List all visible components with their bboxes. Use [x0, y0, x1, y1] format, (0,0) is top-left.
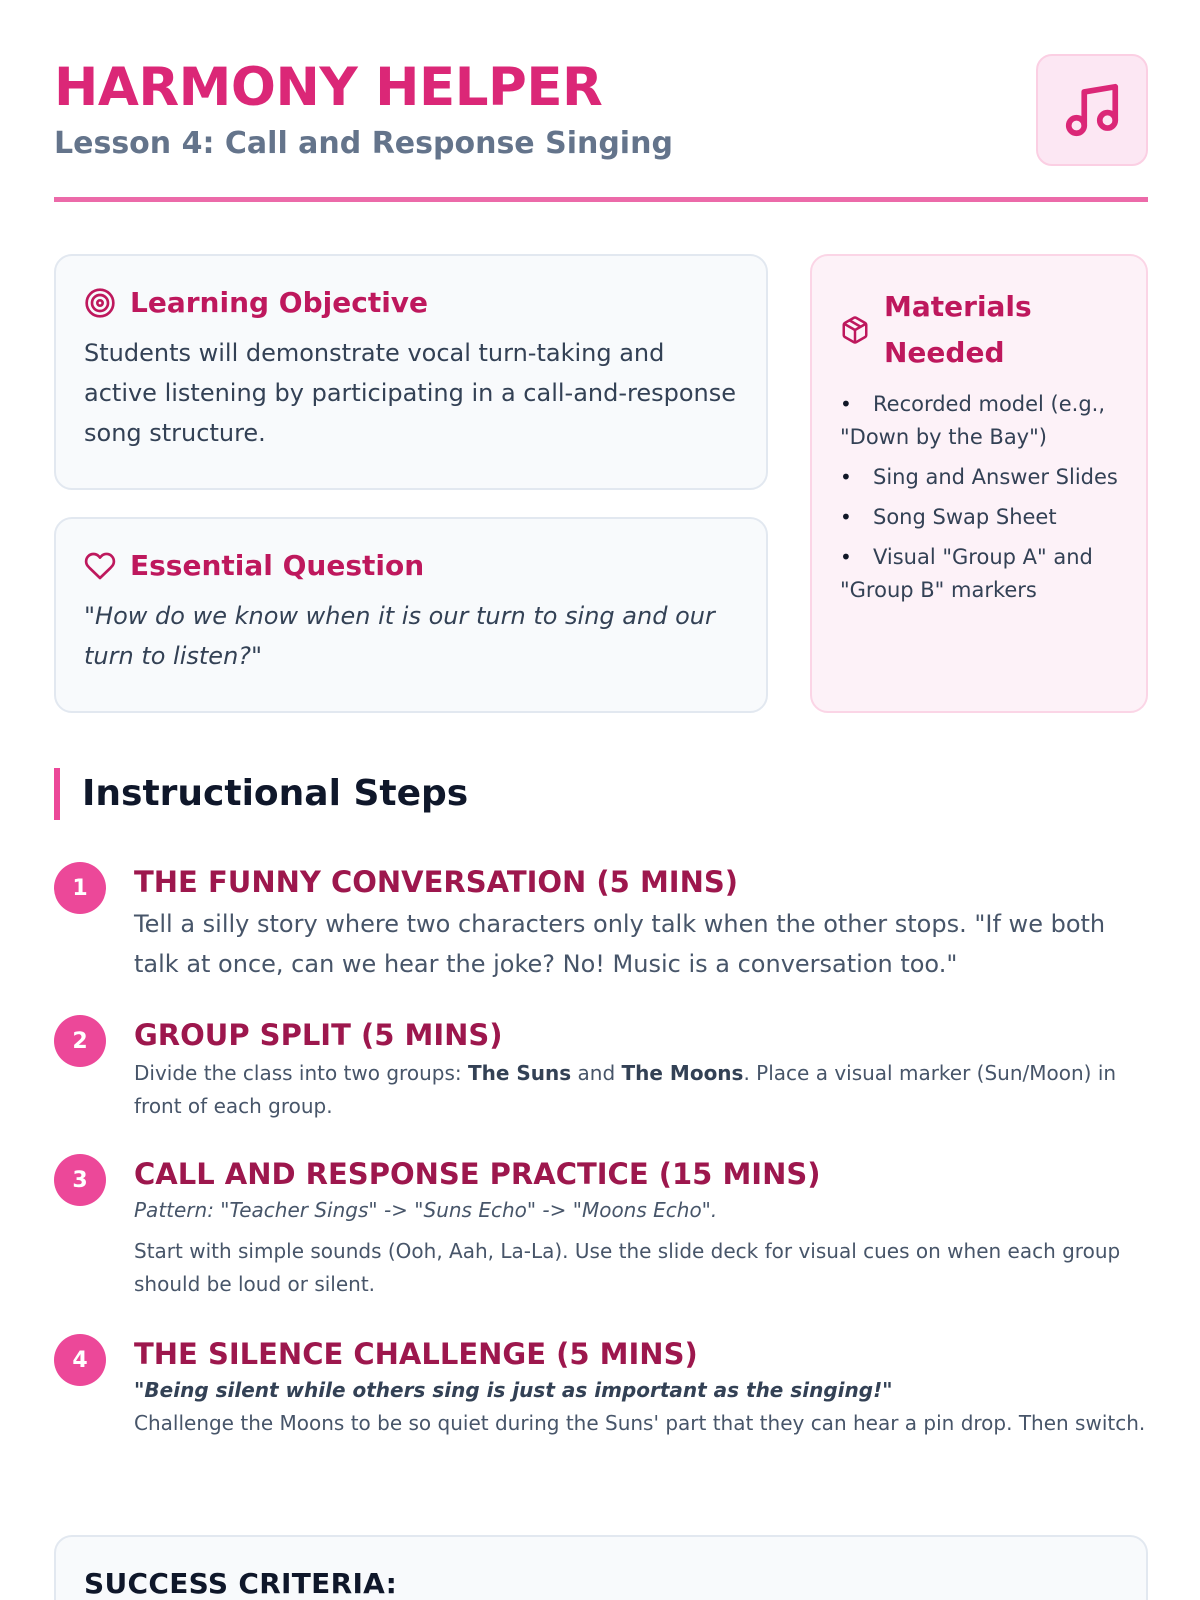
step-pattern-note: Pattern: "Teacher Sings" -> "Suns Echo" -> "Moons Echo". — [134, 1198, 718, 1222]
learning-objective-title: Learning Objective — [130, 286, 429, 319]
essential-question-text: "How do we know when it is our turn to sing and our turn to listen?" — [84, 602, 715, 670]
essential-question-card — [54, 517, 768, 713]
step-text: Divide the class into two groups: The Suns and The Moons. Place a visual marker (Sun/Moon) in front of each group. — [134, 1061, 1117, 1118]
target-icon — [84, 287, 116, 319]
success-criteria-card — [54, 1535, 1148, 1600]
music-note-icon — [1061, 79, 1123, 141]
materials-card — [810, 254, 1148, 713]
step-title: GROUP SPLIT (5 MINS) — [134, 1018, 503, 1052]
logo — [1036, 54, 1148, 166]
step-quote: "Being silent while others sing is just as important as the singing!" — [134, 1378, 893, 1402]
list-item: • Song Swap Sheet — [840, 501, 1118, 534]
step-number: 2 — [54, 1015, 106, 1067]
step-text: Start with simple sounds (Ooh, Aah, La-La). Use the slide deck for visual cues on when each group should be loud or silent. — [134, 1239, 1121, 1296]
page-header — [54, 52, 1148, 202]
step-number: 4 — [54, 1334, 106, 1386]
list-item: • Recorded model (e.g., "Down by the Bay") — [840, 388, 1118, 454]
step-title: CALL AND RESPONSE PRACTICE (15 MINS) — [134, 1157, 821, 1191]
lesson-subtitle: Lesson 4: Call and Response Singing — [54, 126, 673, 161]
heart-icon — [84, 550, 116, 582]
materials-list — [840, 388, 1118, 607]
step-title: THE SILENCE CHALLENGE (5 MINS) — [134, 1337, 698, 1371]
learning-objective-card — [54, 254, 768, 490]
list-item: • Visual "Group A" and "Group B" markers — [840, 541, 1118, 607]
group-suns: The Suns — [467, 1061, 572, 1085]
group-moons: The Moons — [621, 1061, 744, 1085]
materials-title: Materials Needed — [884, 290, 1032, 369]
step-text: Challenge the Moons to be so quiet during the Suns' part that they can hear a pin drop. Then switch. — [134, 1411, 1146, 1435]
learning-objective-text: Students will demonstrate vocal turn-taking and active listening by participating in a call-and-response song structure. — [84, 339, 737, 447]
success-criteria-title: SUCCESS CRITERIA: — [84, 1567, 398, 1600]
essential-question-title: Essential Question — [130, 549, 425, 582]
step-number: 1 — [54, 862, 106, 914]
instructional-steps-heading: Instructional Steps — [54, 768, 468, 820]
step-number: 3 — [54, 1154, 106, 1206]
list-item: • Sing and Answer Slides — [840, 461, 1118, 494]
page-title: HARMONY HELPER — [54, 57, 603, 118]
step-title: THE FUNNY CONVERSATION (5 MINS) — [134, 865, 739, 899]
box-icon — [840, 315, 870, 345]
step-text: Tell a silly story where two characters only talk when the other stops. "If we both talk at once, can we hear the joke? No! Music is a conversation too." — [134, 910, 1106, 978]
